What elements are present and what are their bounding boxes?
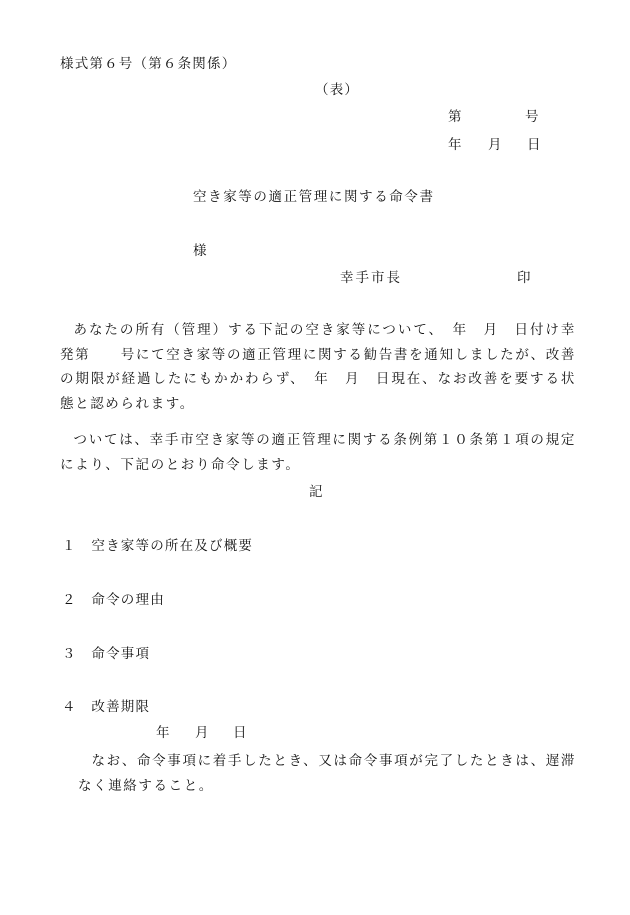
seal-mark: 印 [517,270,532,286]
side-label: （表） [315,82,360,98]
deadline-day: 日 [233,725,248,741]
item-2: ２ 命令の理由 [62,592,165,608]
doc-number-suffix: 号 [525,109,540,125]
document-title: 空き家等の適正管理に関する命令書 [193,189,435,205]
form-number: 様式第６号（第６条関係） [60,56,237,72]
date-year: 年 [448,137,463,153]
date-day: 日 [527,137,542,153]
closing-note: なお、命令事項に着手したとき、又は命令事項が完了したときは、遅滞なく連絡すること。 [78,753,576,794]
date-month: 月 [488,137,503,153]
ki-heading: 記 [309,484,324,500]
item-1: １ 空き家等の所在及び概要 [62,538,254,554]
addressee-suffix: 様 [193,243,208,259]
body-paragraph-1: あなたの所有（管理）する下記の空き家等について、 年 月 日付け幸発第 号にて空き家等の適正管理に関する勧告書を通知しましたが、改善の期限が経過したにもかかわらず、 年 月 日現在、なお改善を要する状態と認められます。 [60,322,576,412]
deadline-year: 年 [156,725,171,741]
body-paragraph-2: ついては、幸手市空き家等の適正管理に関する条例第１０条第１項の規定により、下記のとおり命令します。 [60,432,576,473]
issuer-name: 幸手市長 [340,270,402,286]
deadline-month: 月 [195,725,210,741]
item-4: ４ 改善期限 [62,699,151,715]
doc-number-prefix: 第 [448,109,463,125]
item-3: ３ 命令事項 [62,646,151,662]
